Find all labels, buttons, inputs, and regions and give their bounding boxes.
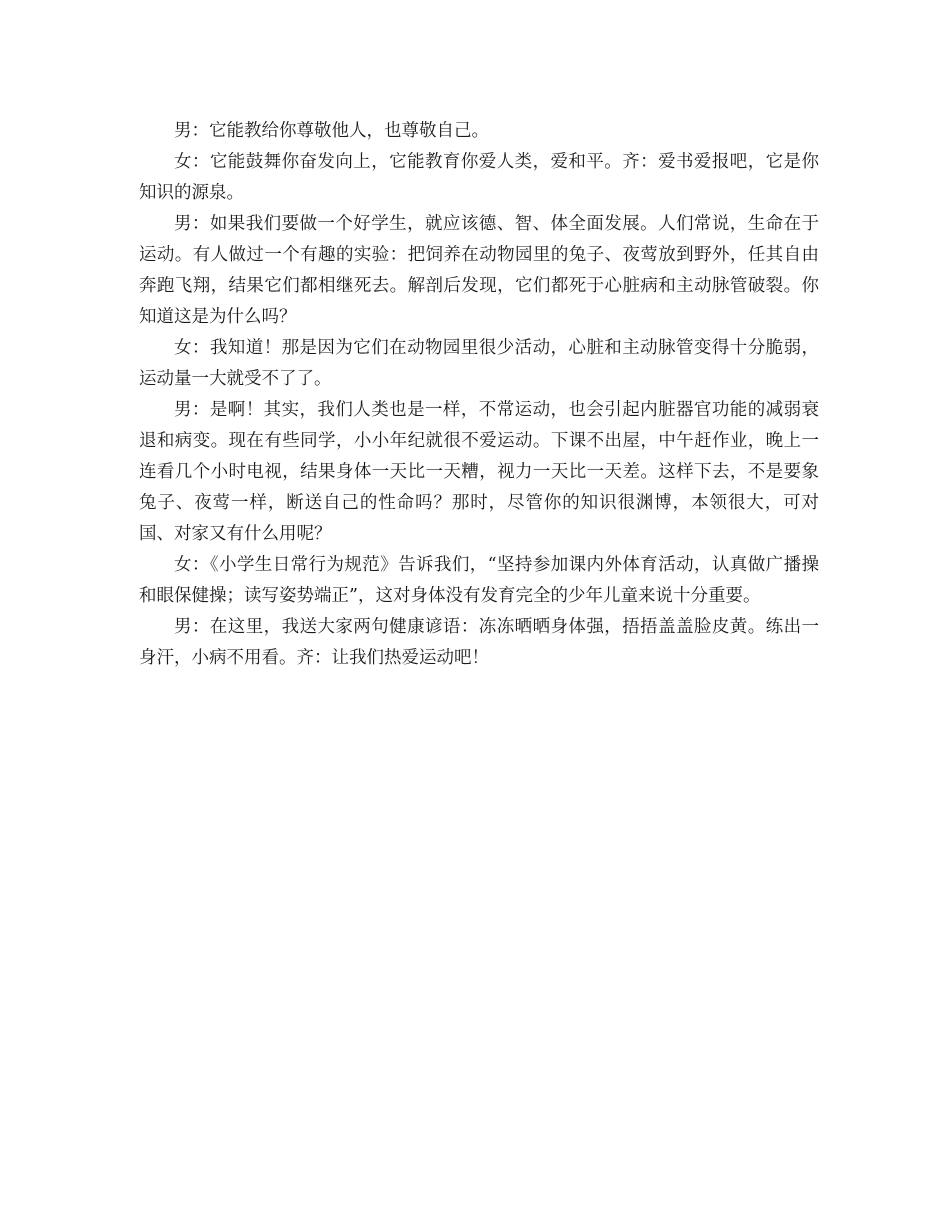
paragraph-6: 女：《小学生日常行为规范》告诉我们，“坚持参加课内外体育活动，认真做广播操和眼保健操；读写姿势端正”，这对身体没有发育完全的少年儿童来说十分重要。 bbox=[139, 555, 819, 606]
document-body bbox=[139, 116, 819, 674]
paragraph-4: 女：我知道！那是因为它们在动物园里很少活动，心脏和主动脉管变得十分脆弱，运动量一大就受不了了。 bbox=[139, 338, 819, 389]
paragraph-5: 男：是啊！其实，我们人类也是一样，不常运动，也会引起内脏器官功能的减弱衰退和病变。现在有些同学，小小年纪就很不爱运动。下课不出屋，中午赶作业，晚上一连看几个小时电视，结果身体一天比一天糟，视力一天比一天差。这样下去，不是要象兔子、夜莺一样，断送自己的性命吗？那时，尽管你的知识很渊博，本领很大，可对国、对家又有什么用呢？ bbox=[139, 400, 819, 544]
paragraph-1: 男：它能教给你尊敬他人，也尊敬自己。 bbox=[174, 121, 489, 141]
paragraph-3: 男：如果我们要做一个好学生，就应该德、智、体全面发展。人们常说，生命在于运动。有人做过一个有趣的实验：把饲养在动物园里的兔子、夜莺放到野外，任其自由奔跑飞翔，结果它们都相继死去。解剖后发现，它们都死于心脏病和主动脉管破裂。你知道这是为什么吗？ bbox=[139, 214, 819, 327]
paragraph-2: 女：它能鼓舞你奋发向上，它能教育你爱人类，爱和平。齐：爱书爱报吧，它是你知识的源泉。 bbox=[139, 152, 819, 203]
paragraph-7: 男：在这里，我送大家两句健康谚语：冻冻晒晒身体强，捂捂盖盖脸皮黄。练出一身汗，小病不用看。齐：让我们热爱运动吧！ bbox=[139, 617, 819, 668]
